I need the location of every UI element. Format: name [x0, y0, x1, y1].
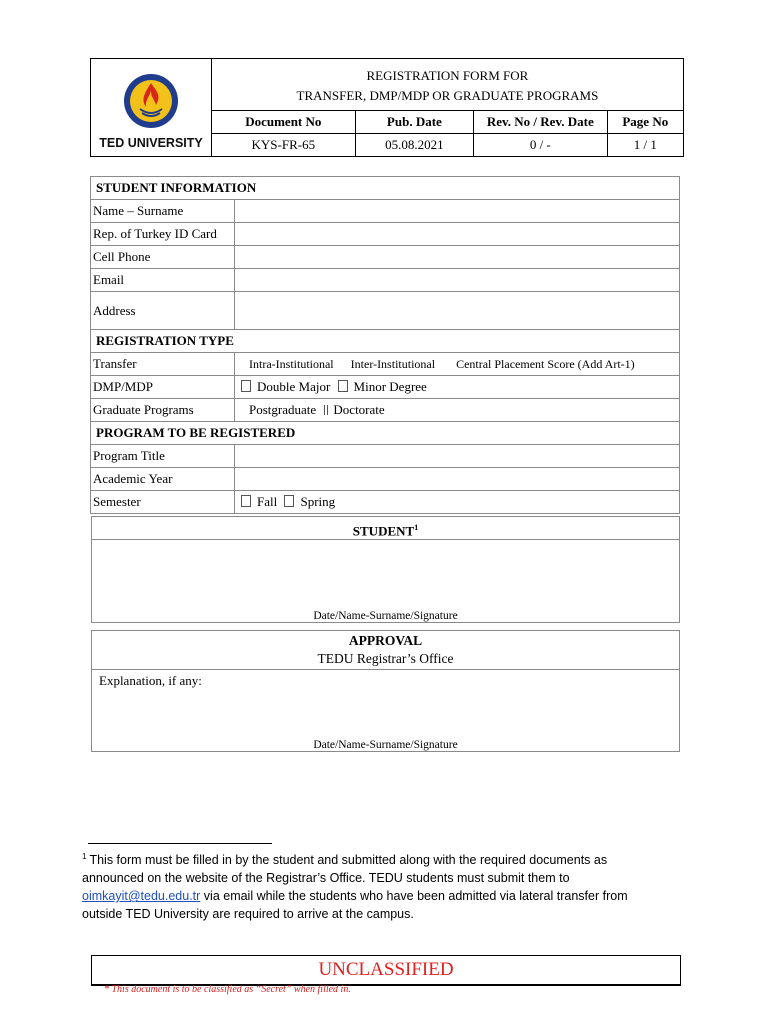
approval-signature-label: Date/Name-Surname/Signature — [313, 739, 458, 751]
explanation-label: Explanation, if any: — [99, 673, 202, 688]
label-graduate: Graduate Programs — [91, 399, 235, 422]
input-program-title[interactable] — [235, 445, 680, 468]
input-id-card[interactable] — [235, 223, 680, 246]
option-minor: Minor Degree — [353, 379, 427, 394]
option-inter[interactable]: Inter-Institutional — [350, 356, 436, 371]
option-fall: Fall — [257, 494, 278, 509]
doc-no-value: KYS-FR-65 — [211, 134, 355, 157]
student-box-header — [91, 516, 680, 540]
label-cell-phone: Cell Phone — [91, 246, 235, 269]
input-email[interactable] — [235, 269, 680, 292]
section-student-information: STUDENT INFORMATION — [91, 177, 680, 200]
col-rev: Rev. No / Rev. Date — [473, 111, 607, 134]
graduate-options — [235, 399, 680, 422]
input-academic-year[interactable] — [235, 468, 680, 491]
option-intra[interactable]: Intra-Institutional — [249, 356, 334, 371]
label-dmp: DMP/MDP — [91, 376, 235, 399]
pub-date-value: 05.08.2021 — [355, 134, 473, 157]
section-program: PROGRAM TO BE REGISTERED — [91, 422, 680, 445]
option-postgraduate: Postgraduate — [249, 402, 317, 417]
approval-signature-area[interactable] — [91, 669, 680, 752]
ted-university-logo — [96, 61, 206, 151]
transfer-options — [235, 353, 680, 376]
footnote-line-2: announced on the website of the Registrar’s Office. TEDU students must submit them to — [82, 871, 570, 886]
approval-header — [91, 630, 680, 670]
col-document-no: Document No — [211, 111, 355, 134]
student-heading: STUDENT — [352, 523, 415, 539]
classification-note: * This document is to be classified as “Secret” when filled in. — [104, 984, 351, 995]
double-major-checkbox[interactable] — [241, 380, 251, 392]
option-doctorate: Doctorate — [333, 402, 385, 417]
doctorate-checkbox[interactable] — [324, 405, 328, 415]
rev-value: 0 / - — [473, 134, 607, 157]
minor-degree-checkbox[interactable] — [338, 380, 348, 392]
student-signature-label: Date/Name-Surname/Signature — [313, 610, 458, 622]
student-signature-area[interactable] — [91, 539, 680, 623]
footnote-line-3: via email while the students who have been admitted via lateral transfer from — [200, 889, 628, 904]
col-pub-date: Pub. Date — [355, 111, 473, 134]
footnote-line-4: outside TED University are required to arrive at the campus. — [82, 907, 414, 922]
semester-options — [235, 491, 680, 514]
title-line-1: REGISTRATION FORM FOR — [366, 67, 529, 83]
approval-heading: APPROVAL — [348, 633, 423, 648]
option-spring: Spring — [300, 494, 336, 509]
label-name: Name – Surname — [91, 200, 235, 223]
university-name: TED UNIVERSITY — [99, 135, 203, 150]
option-central[interactable]: Central Placement Score (Add Art-1) — [456, 356, 635, 371]
label-transfer: Transfer — [91, 353, 235, 376]
dmp-options — [235, 376, 680, 399]
footnote-divider — [88, 843, 272, 844]
label-email: Email — [91, 269, 235, 292]
section-registration-type: REGISTRATION TYPE — [91, 330, 680, 353]
title-line-2: TRANSFER, DMP/MDP OR GRADUATE PROGRAMS — [296, 87, 599, 103]
form-title — [211, 59, 683, 111]
label-semester: Semester — [91, 491, 235, 514]
registrar-email-link[interactable]: oimkayit@tedu.edu.tr — [82, 889, 201, 904]
spring-checkbox[interactable] — [284, 495, 294, 507]
classification-label: UNCLASSIFIED — [318, 959, 454, 980]
document-header — [90, 58, 684, 157]
label-id-card: Rep. of Turkey ID Card — [91, 223, 235, 246]
registrar-office: TEDU Registrar’s Office — [317, 651, 454, 666]
input-cell-phone[interactable] — [235, 246, 680, 269]
fall-checkbox[interactable] — [241, 495, 251, 507]
footnote-ref: 1 — [414, 523, 419, 532]
footnote — [82, 848, 682, 923]
label-address: Address — [91, 292, 235, 330]
option-double-major: Double Major — [257, 379, 331, 394]
footnote-line-1: This form must be filled in by the student and submitted along with the required documents as — [89, 853, 608, 868]
page-value: 1 / 1 — [607, 134, 683, 157]
registration-table — [90, 176, 680, 514]
input-name[interactable] — [235, 200, 680, 223]
label-program-title: Program Title — [91, 445, 235, 468]
logo-cell — [91, 59, 212, 157]
input-address[interactable] — [235, 292, 680, 330]
col-page: Page No — [607, 111, 683, 134]
classification-box — [91, 955, 681, 986]
label-academic-year: Academic Year — [91, 468, 235, 491]
footnote-number: 1 — [82, 852, 87, 861]
